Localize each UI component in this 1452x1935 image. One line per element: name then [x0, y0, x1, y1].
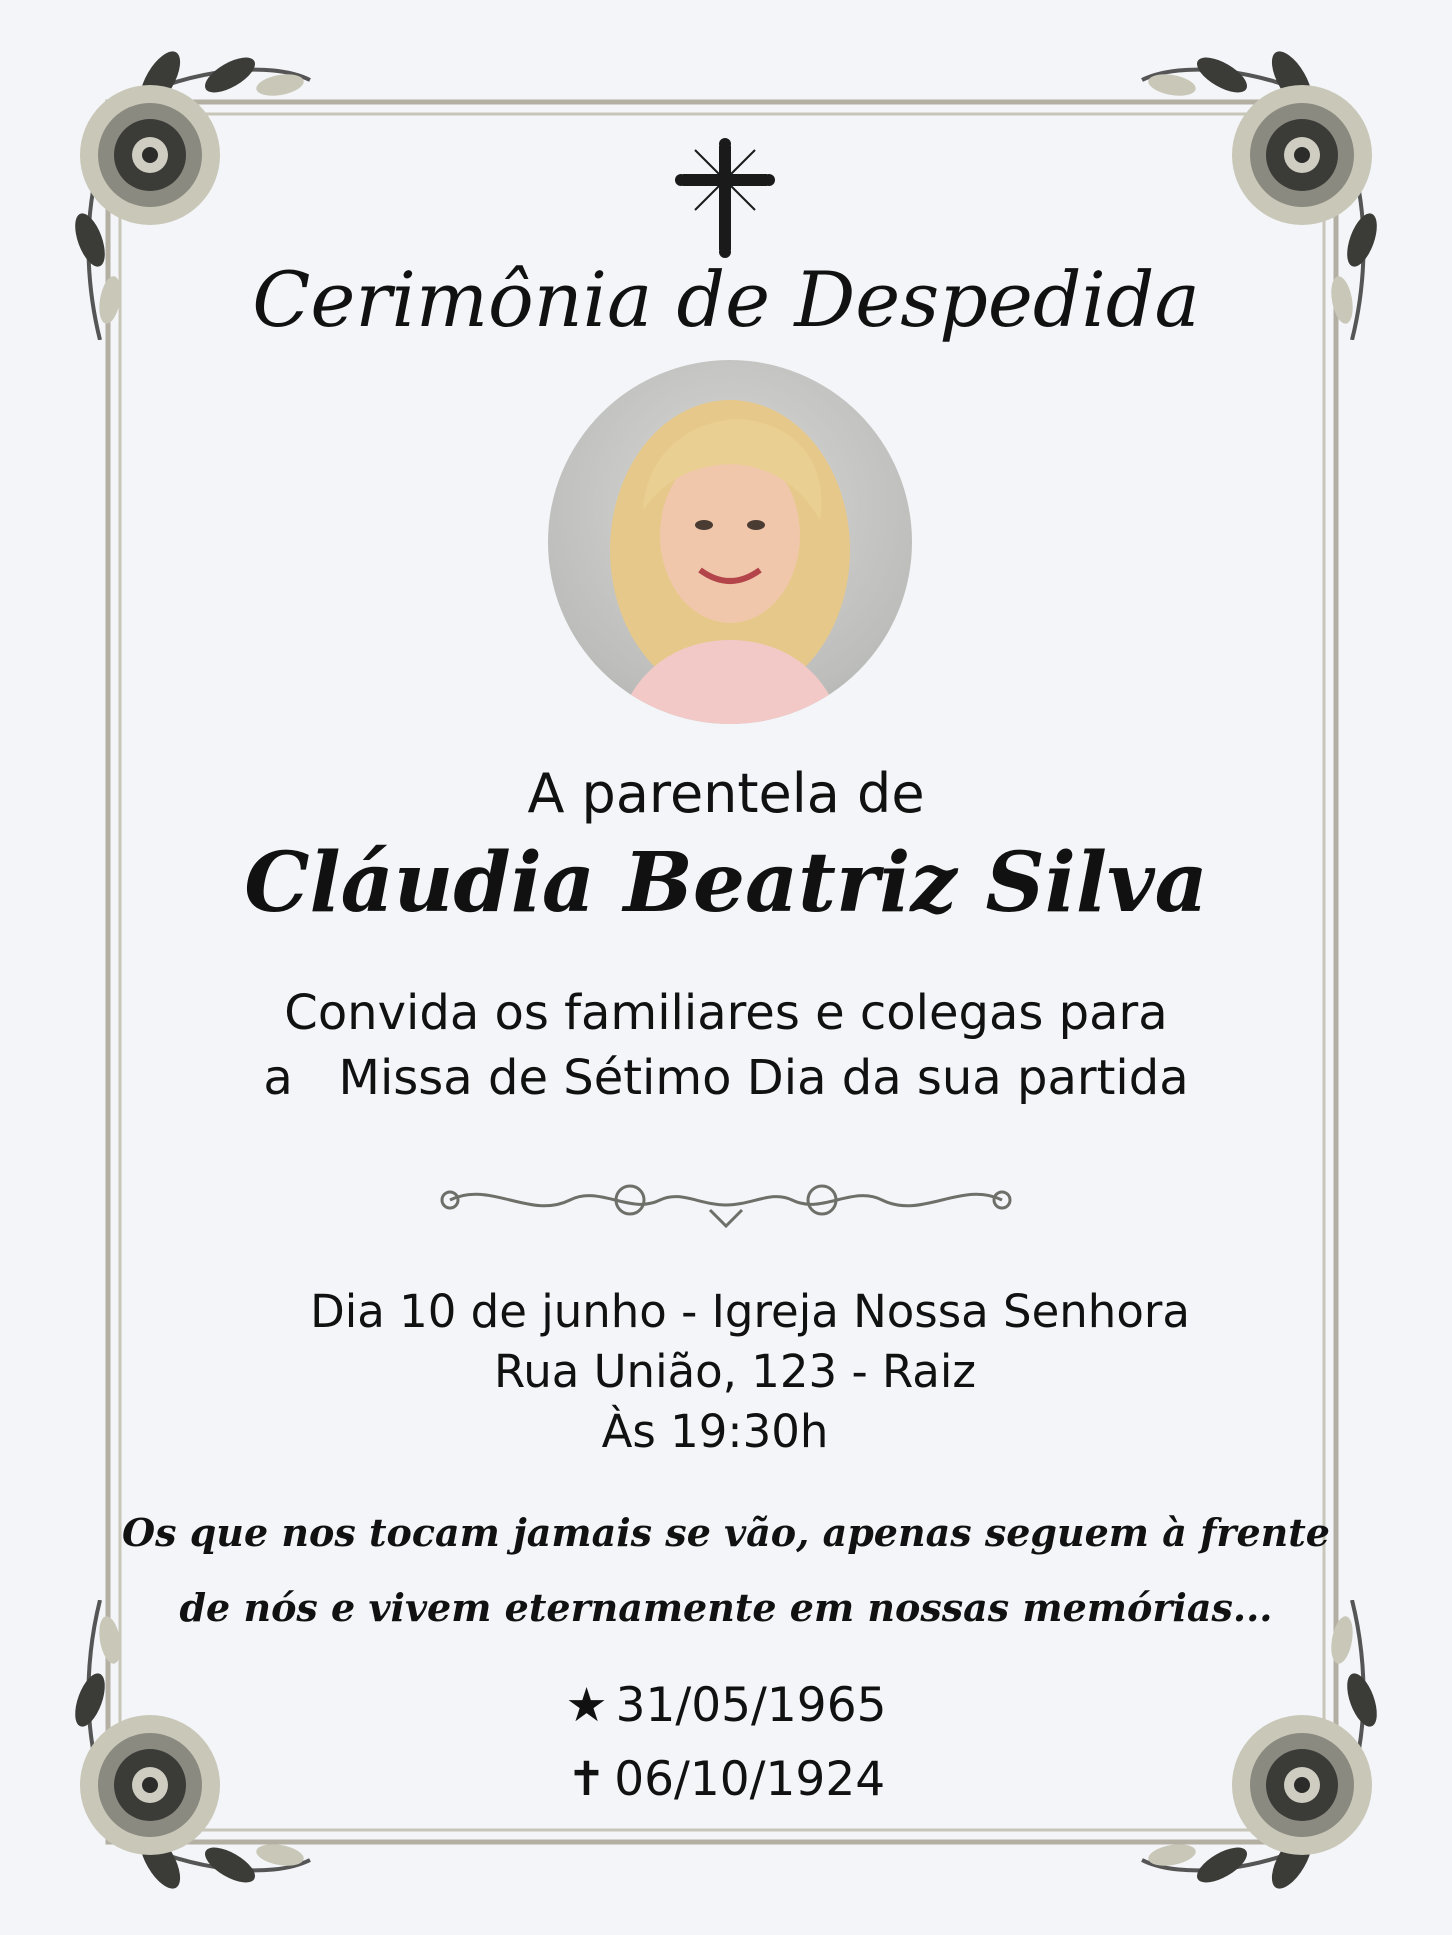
event-date-place: Dia 10 de junho - Igreja Nossa Senhora [310, 1285, 1190, 1338]
quote-line-1: Os que nos tocam jamais se vão, apenas seguem à frente [122, 1510, 1330, 1555]
card-title: Cerimônia de Despedida [252, 255, 1200, 344]
deceased-name: Cláudia Beatriz Silva [244, 835, 1208, 931]
rose-icon [1132, 1600, 1412, 1900]
quote-line-2: de nós e vivem eternamente em nossas memórias... [179, 1585, 1273, 1630]
death-date: 06/10/1924 [614, 1752, 886, 1807]
ornamental-divider [430, 1160, 1022, 1240]
event-address: Rua União, 123 - Raiz [493, 1345, 977, 1398]
portrait-image [548, 360, 912, 724]
invitation-line-1: Convida os familiares e colegas para [284, 985, 1168, 1041]
event-time: Às 19:30h [601, 1405, 829, 1458]
birth-date: 31/05/1965 [615, 1678, 887, 1733]
star-icon: ★ [565, 1678, 608, 1733]
birth-row [0, 1678, 1452, 1733]
rose-icon [40, 1600, 320, 1900]
cross-icon [675, 138, 775, 258]
invitation-line-2: a Missa de Sétimo Dia da sua partida [263, 1050, 1189, 1106]
intro-text: A parentela de [527, 762, 925, 825]
cross-icon: ✝ [566, 1752, 607, 1807]
portrait-photo [548, 360, 912, 724]
death-row [0, 1752, 1452, 1807]
